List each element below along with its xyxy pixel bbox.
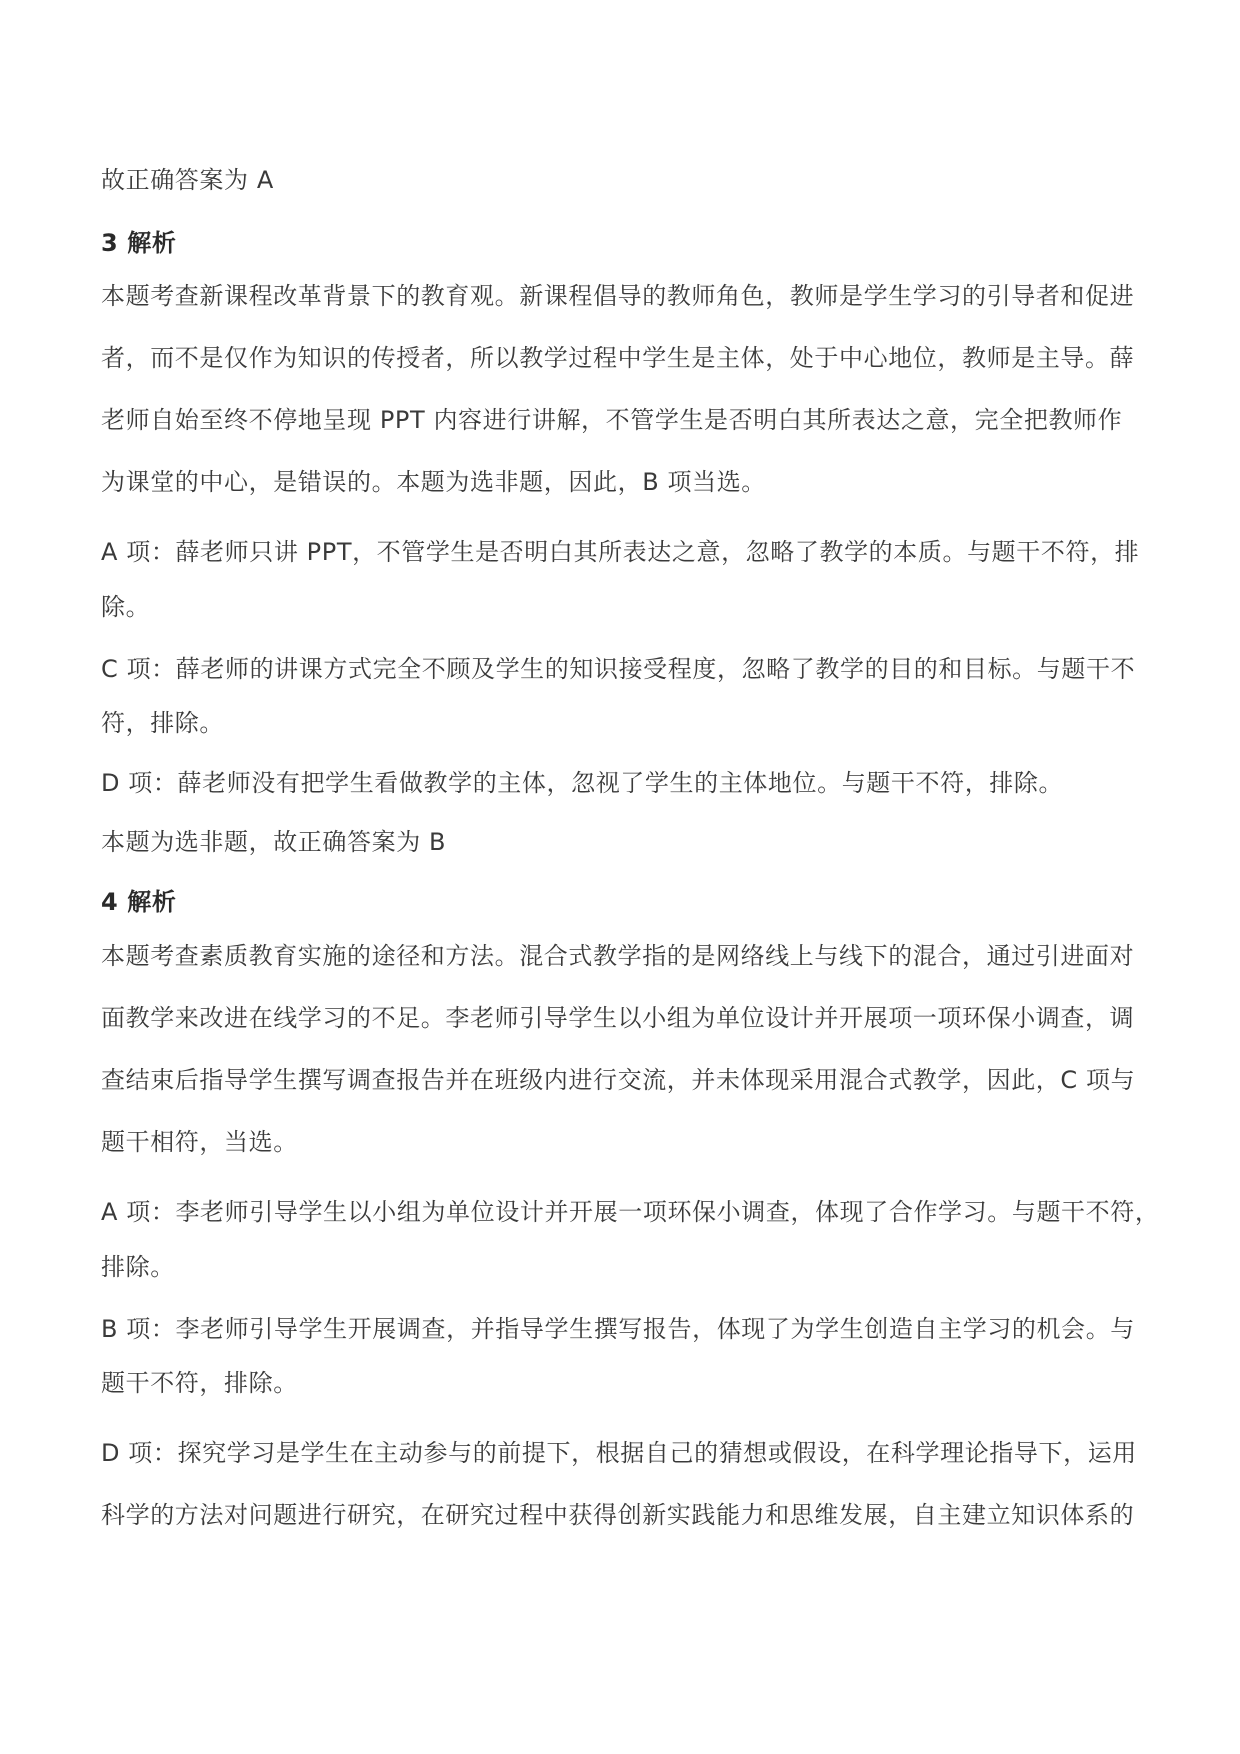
paragraph-line: 面教学来改进在线学习的不足。李老师引导学生以小组为单位设计并开展项一项环保小调查，调 (101, 1004, 1135, 1032)
option-line: D 项：薛老师没有把学生看做教学的主体，忽视了学生的主体地位。与题干不符，排除。 (101, 769, 1064, 797)
answer-line: 故正确答案为 A (101, 166, 274, 194)
paragraph-line: 题干相符，当选。 (101, 1128, 298, 1156)
option-line: B 项：李老师引导学生开展调查，并指导学生撰写报告，体现了为学生创造自主学习的机会。与 (101, 1315, 1135, 1343)
paragraph-line: 为课堂的中心，是错误的。本题为选非题，因此，B 项当选。 (101, 468, 766, 496)
paragraph-line: 本题考查素质教育实施的途径和方法。混合式教学指的是网络线上与线下的混合，通过引进面对 (101, 942, 1135, 970)
option-line: 排除。 (101, 1253, 175, 1281)
option-line: 符，排除。 (101, 709, 224, 737)
paragraph-line: 本题考查新课程改革背景下的教育观。新课程倡导的教师角色，教师是学生学习的引导者和促进 (101, 282, 1135, 310)
paragraph-line: 查结束后指导学生撰写调查报告并在班级内进行交流，并未体现采用混合式教学，因此，C 项与 (101, 1066, 1136, 1094)
option-line: A 项：李老师引导学生以小组为单位设计并开展一项环保小调查，体现了合作学习。与题干不符， (101, 1198, 1160, 1226)
option-line: A 项：薛老师只讲 PPT，不管学生是否明白其所表达之意，忽略了教学的本质。与题干不符，排 (101, 538, 1140, 566)
option-line: D 项：探究学习是学生在主动参与的前提下，根据自己的猜想或假设，在科学理论指导下，运用 (101, 1439, 1137, 1467)
section-heading-4: 4 解析 (101, 888, 177, 916)
section-heading-3: 3 解析 (101, 229, 177, 257)
answer-line: 本题为选非题，故正确答案为 B (101, 828, 447, 856)
paragraph-line: 老师自始至终不停地呈现 PPT 内容进行讲解，不管学生是否明白其所表达之意，完全把教师作 (101, 406, 1123, 434)
option-line: 科学的方法对问题进行研究，在研究过程中获得创新实践能力和思维发展，自主建立知识体系的 (101, 1501, 1135, 1529)
option-line: C 项：薛老师的讲课方式完全不顾及学生的知识接受程度，忽略了教学的目的和目标。与题干不 (101, 655, 1136, 683)
option-line: 除。 (101, 593, 151, 621)
option-line: 题干不符，排除。 (101, 1369, 298, 1397)
paragraph-line: 者，而不是仅作为知识的传授者，所以教学过程中学生是主体，处于中心地位，教师是主导。薛 (101, 344, 1135, 372)
